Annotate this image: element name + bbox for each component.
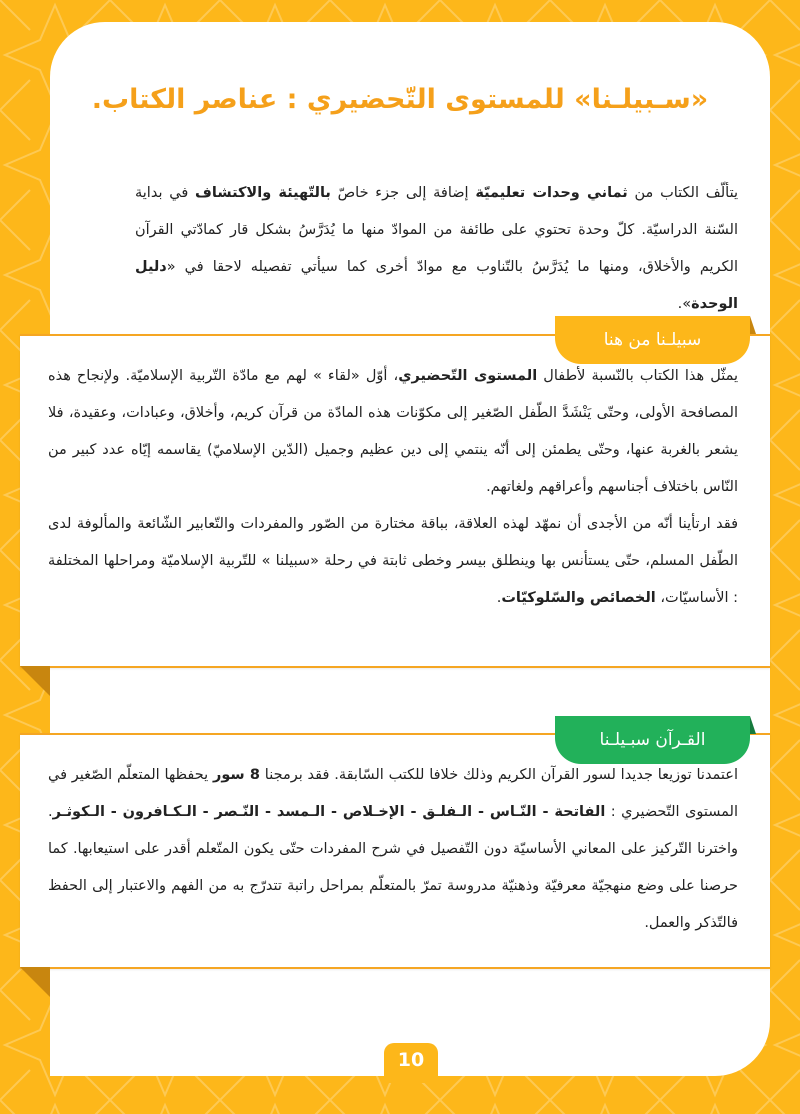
ribbon-fold — [20, 666, 50, 696]
bold-text: بالتّهيئة والاكتشاف — [195, 185, 331, 201]
text: يمثّل هذا الكتاب بالنّسبة لأطفال — [537, 368, 738, 384]
section-quran-sabeelna — [20, 733, 770, 969]
text: اعتمدنا توزيعا جديدا لسور القرآن الكريم وذلك خلافا للكتب السّابقة. فقد برمجنا — [260, 767, 738, 783]
intro-paragraph — [135, 175, 738, 323]
bold-text: الخصائص والسّلوكيّات — [501, 590, 656, 606]
section2-tab: القـرآن سبـيلـنا — [555, 716, 750, 764]
section1-text — [48, 358, 738, 617]
text: إضافة إلى جزء خاصّ — [330, 185, 476, 201]
text: يتألّف الكتاب من — [627, 185, 738, 201]
bold-text: دليل الوحدة — [135, 259, 738, 312]
bold-text: الفاتحة - النّـاس - الـفلـق - الإخـلاص - الـمسد - النّـصر - الـكـافرون - الـكوثـر — [52, 804, 606, 820]
text: في بداية السّنة الدراسيّة. كلّ وحدة تحتوي على طائفة من الموادّ منها ما يُدَرَّسُ بشكل قار كمادّتي القرآن الكريم والأخلاق، ومنها ما يُدَرَّسُ بالتّناوب مع موادّ أخرى كما سيأتي تفصيله لاحقا في « — [135, 185, 738, 275]
text: يحفظها المتعلّم الصّغير في المستوى التّحضيري : — [48, 767, 738, 820]
text: ، أوّل «لقاء » لهم مع مادّة التّربية الإسلاميّة. ولإنجاح هذه المصافحة الأولى، وحتّى يَنْشَدَّ الطّفل الصّغير إلى مكوّنات هذه المادّة من قرآن كريم، وأخلاق، وعبادات، وعقيدة، فلا يشعر بالغربة عنها، وحتّى يطمئن إلى أنّه ينتمي إلى دين عظيم وجميل (الدّين الإسلاميّ) يقاسمه إيّاه عدد كبير من النّاس باختلاف أجناسهم وأعراقهم ولغاتهم. — [48, 368, 738, 495]
text: فقد ارتأينا أنّه من الأجدى أن نمهّد لهذه العلاقة، بباقة مختارة من الصّور والمفردات والتّعابير الشّائعة والمألوفة لدى الطّفل المسلم، حتّى يستأنس بها وينطلق بيسر وخطى ثابتة في رحلة «سبيلنا » للتّربية الإسلاميّة ومراحلها المختلفة : الأساسيّات، — [48, 516, 738, 606]
page-number: 10 — [384, 1043, 438, 1083]
section1-tab: سبيلـنا من هنا — [555, 316, 750, 364]
ribbon-fold — [20, 967, 50, 997]
text: . — [496, 590, 502, 606]
page-title: «سـبيلـنا» للمستوى التّحضيري : عناصر الكتاب. — [91, 84, 709, 115]
text: . واخترنا التّركيز على المعاني الأساسيّة دون التّفصيل في شرح المفردات حتّى يكون المتّعلم أقدر على استيعابها. كما حرصنا على وضع منهجيّة معرفيّة وذهنيّة مدروسة تمرّ بالمتعلّم بمراحل راتبة تتدرّج به من الفهم والاعتبار إلى الحفظ فالتّذكر والعمل. — [48, 804, 738, 931]
tab-fold — [750, 716, 756, 734]
bold-text: 8 سور — [212, 767, 260, 783]
tab-fold — [750, 316, 756, 334]
text: ». — [677, 296, 692, 312]
bold-text: ثماني وحدات تعليميّة — [475, 185, 628, 201]
section-sabeelna-min-huna — [20, 334, 770, 668]
bold-text: المستوى التّحضيري — [398, 368, 538, 384]
section2-text — [48, 757, 738, 942]
